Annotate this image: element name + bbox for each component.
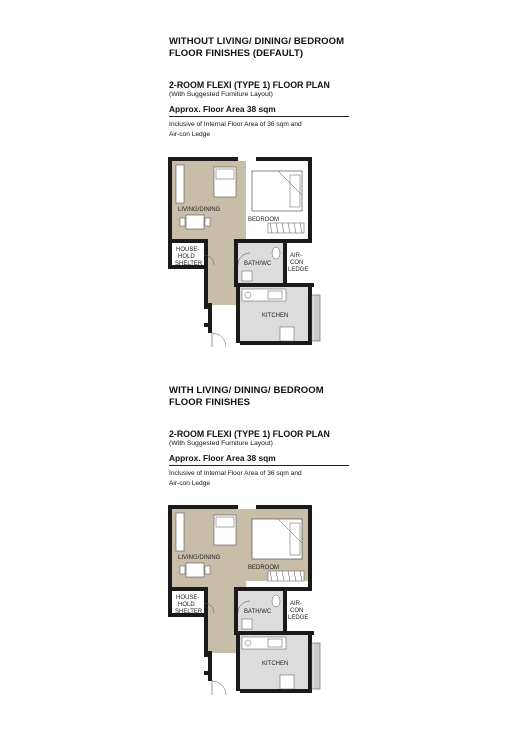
wall xyxy=(238,587,244,591)
wall xyxy=(234,587,238,633)
floor-area: Approx. Floor Area 38 sqm xyxy=(169,453,276,463)
plan-subtitle: (With Suggested Furniture Layout) xyxy=(169,91,273,98)
toilet-icon xyxy=(272,247,280,259)
wall xyxy=(234,587,310,591)
aircon-ledge-label: AIR- xyxy=(290,253,302,259)
living-dining-label: LIVING/DINING xyxy=(178,207,221,213)
wall xyxy=(204,239,208,309)
dining-chair-icon xyxy=(205,218,210,226)
floor-plan-drawing xyxy=(168,503,328,703)
wall xyxy=(168,157,238,161)
wall xyxy=(238,239,244,243)
section-heading-line2: FLOOR FINISHES xyxy=(169,397,251,408)
section-heading-line2: FLOOR FINISHES (DEFAULT) xyxy=(169,48,304,59)
dining-table-icon xyxy=(186,563,204,577)
main-door-arc xyxy=(212,333,226,347)
corridor-floor xyxy=(208,581,238,653)
area-note-line1: Inclusive of Internal Floor Area of 36 sqm and xyxy=(169,121,302,128)
living-dining-label: LIVING/DINING xyxy=(178,555,221,561)
aircon-ledge-label: CON xyxy=(290,260,304,266)
sofa-icon xyxy=(176,513,184,551)
household-shelter-label: SHELTER xyxy=(175,261,203,267)
aircon-ledge-label: LEDGE xyxy=(288,615,309,621)
aircon-ledge-label: AIR- xyxy=(290,601,302,607)
household-shelter-label: HOUSE- xyxy=(176,595,200,601)
dining-chair-icon xyxy=(180,566,185,574)
wall xyxy=(204,323,212,327)
wall xyxy=(168,505,172,617)
wall xyxy=(256,505,312,509)
section-heading-line1: WITHOUT LIVING/ DINING/ BEDROOM xyxy=(169,36,345,47)
wall xyxy=(168,157,172,269)
wall xyxy=(172,239,208,243)
toilet-icon xyxy=(272,595,280,607)
aircon-ledge-label: CON xyxy=(290,608,304,614)
plan-title: 2-ROOM FLEXI (TYPE 1) FLOOR PLAN xyxy=(169,80,330,90)
wall xyxy=(234,239,238,285)
wall xyxy=(234,283,314,287)
plan-subtitle: (With Suggested Furniture Layout) xyxy=(169,440,273,447)
kitchen-label: KITCHEN xyxy=(262,661,289,667)
area-note-line2: Air-con Ledge xyxy=(169,479,211,487)
bedroom-label: BEDROOM xyxy=(248,217,280,223)
sofa-icon xyxy=(176,165,184,203)
wall xyxy=(240,341,312,345)
divider xyxy=(169,116,349,117)
washer-icon xyxy=(280,327,294,341)
dining-chair-icon xyxy=(180,218,185,226)
wall xyxy=(308,283,312,345)
wardrobe-icon xyxy=(268,223,304,233)
basin-icon xyxy=(242,271,252,281)
dining-table-icon xyxy=(186,215,204,229)
area-note-line2: Air-con Ledge xyxy=(169,130,211,138)
wall xyxy=(208,303,212,333)
corridor-floor xyxy=(208,233,238,305)
wall xyxy=(283,587,287,635)
floor-plan-svg xyxy=(168,155,328,355)
area-note-line1: Inclusive of Internal Floor Area of 36 sqm and xyxy=(169,470,302,477)
wall xyxy=(234,631,314,635)
pillow-icon xyxy=(290,523,300,555)
wall xyxy=(204,671,212,675)
main-door-arc xyxy=(212,681,226,695)
bath-wc-label: BATH/WC xyxy=(244,609,272,615)
household-shelter-label: SHELTER xyxy=(175,609,203,615)
wall xyxy=(172,587,208,591)
wall xyxy=(308,631,312,693)
household-shelter-label: HOUSE- xyxy=(176,247,200,253)
pillow-icon xyxy=(290,175,300,207)
wall xyxy=(236,285,240,343)
wall xyxy=(240,689,312,693)
armchair-icon xyxy=(214,167,236,197)
wall xyxy=(204,587,208,657)
wall xyxy=(208,651,212,681)
floor-plan-drawing xyxy=(168,155,328,355)
wardrobe-icon xyxy=(268,571,304,581)
armchair-icon xyxy=(214,515,236,545)
household-shelter-label: HOLD xyxy=(178,602,195,608)
divider xyxy=(169,465,349,466)
wall xyxy=(283,239,287,287)
wall xyxy=(256,157,312,161)
plan-title: 2-ROOM FLEXI (TYPE 1) FLOOR PLAN xyxy=(169,429,330,439)
bath-wc-label: BATH/WC xyxy=(244,261,272,267)
wall xyxy=(308,505,312,591)
aircon-ledge-label: LEDGE xyxy=(288,267,309,273)
basin-icon xyxy=(242,619,252,629)
section-heading-line1: WITH LIVING/ DINING/ BEDROOM xyxy=(169,385,324,396)
kitchen-label: KITCHEN xyxy=(262,313,289,319)
washer-icon xyxy=(280,675,294,689)
wall xyxy=(236,633,240,691)
wall xyxy=(168,505,238,509)
wall xyxy=(308,157,312,243)
floor-area: Approx. Floor Area 38 sqm xyxy=(169,104,276,114)
dining-chair-icon xyxy=(205,566,210,574)
bedroom-label: BEDROOM xyxy=(248,565,280,571)
wall xyxy=(234,239,310,243)
household-shelter-label: HOLD xyxy=(178,254,195,260)
floor-plan-svg xyxy=(168,503,328,703)
